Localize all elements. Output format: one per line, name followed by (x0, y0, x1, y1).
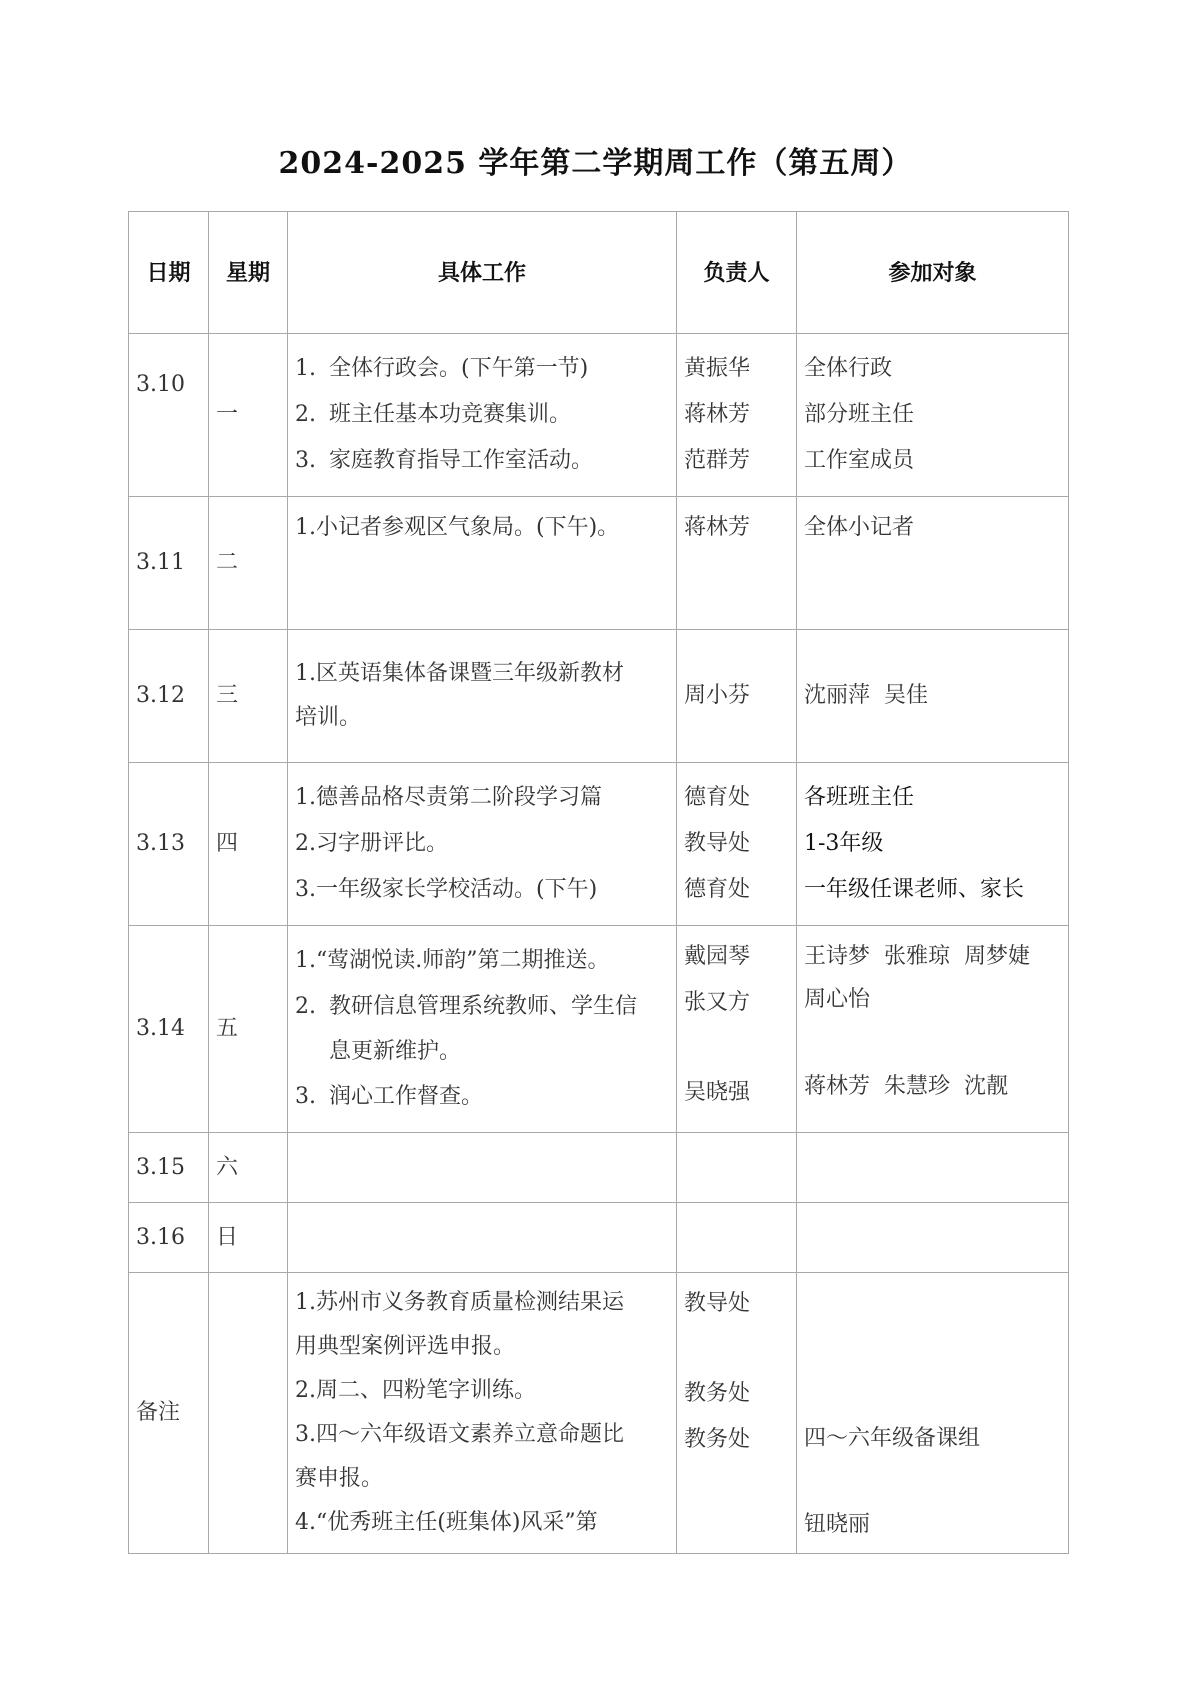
participants-cell (797, 334, 1069, 497)
owner-name: 周小芬 (684, 683, 751, 708)
table-row (129, 1203, 1069, 1273)
work-item: 家庭教育指导工作室活动。 (329, 448, 594, 473)
date-cell: 3.13 (129, 763, 209, 926)
owner-name: 蒋林芳 (684, 402, 751, 427)
weekday-cell: 五 (209, 926, 288, 1133)
owner-name: 德育处 (684, 877, 751, 902)
item-number: 2. (295, 402, 316, 427)
participants-cell (797, 926, 1069, 1133)
table-row (129, 763, 1069, 926)
notes-participants-cell (797, 1273, 1069, 1554)
date-cell: 3.12 (129, 630, 209, 763)
participant-group: 各班班主任 (804, 785, 915, 810)
participants-cell (797, 630, 1069, 763)
item-number: 2. (295, 994, 316, 1019)
table-row (129, 334, 1069, 497)
weekly-schedule-table (128, 211, 1069, 1554)
weekday-cell: 四 (209, 763, 288, 926)
item-number: 3. (295, 448, 316, 473)
participant-group: 部分班主任 (804, 402, 915, 427)
participant-group: 四～六年级备课组 (804, 1426, 981, 1451)
item-number: 1. (295, 356, 316, 381)
owner-name: 戴园琴 (684, 944, 751, 969)
work-cell (288, 630, 677, 763)
work-item: 3.四～六年级语文素养立意命题比 (295, 1422, 624, 1447)
date-cell: 3.14 (129, 926, 209, 1133)
owner-name: 德育处 (684, 785, 751, 810)
participant-group: 1-3年级 (804, 831, 884, 856)
work-item: 全体行政会。(下午第一节) (329, 356, 589, 381)
work-item-continued: 赛申报。 (295, 1466, 384, 1491)
owner-name: 蒋林芳 (684, 515, 751, 540)
work-item: 3.一年级家长学校活动。(下午) (295, 877, 598, 902)
spacer (804, 1462, 1061, 1502)
table-row (129, 1133, 1069, 1203)
owner-cell (677, 497, 797, 630)
weekday-cell: 三 (209, 630, 288, 763)
work-item: 1.小记者参观区气象局。(下午)。 (295, 515, 620, 540)
spacer (804, 1020, 1061, 1064)
header-owner: 负责人 (677, 212, 797, 334)
date-cell: 3.10 (129, 334, 209, 497)
work-item: 4.“优秀班主任(班集体)风采”第 (295, 1510, 598, 1535)
header-row (129, 212, 1069, 334)
notes-owner-cell (677, 1273, 797, 1554)
participant-group: 一年级任课老师、家长 (804, 877, 1025, 902)
owner-cell (677, 763, 797, 926)
table-row (129, 497, 1069, 630)
date-cell: 3.16 (129, 1203, 209, 1273)
owner-name: 范群芳 (684, 448, 751, 473)
work-item: 2.习字册评比。 (295, 831, 448, 856)
work-item: 教研信息管理系统教师、学生信 (329, 994, 638, 1019)
owner-name: 黄振华 (684, 356, 751, 381)
notes-weekday-cell (209, 1273, 288, 1554)
work-item: 1.“莺湖悦读.师韵”第二期推送。 (295, 948, 610, 973)
participant-group: 王诗梦 张雅琼 周梦婕 (804, 944, 1030, 969)
work-cell (288, 1133, 677, 1203)
spacer (684, 1026, 789, 1070)
notes-row (129, 1273, 1069, 1554)
header-weekday: 星期 (209, 212, 288, 334)
participants-cell (797, 763, 1069, 926)
work-item: 1.苏州市义务教育质量检测结果运 (295, 1290, 624, 1315)
work-item: 2.周二、四粉笔字训练。 (295, 1378, 536, 1403)
header-work: 具体工作 (288, 212, 677, 334)
participants-cell (797, 1133, 1069, 1203)
work-cell (288, 497, 677, 630)
page-title: 2024-2025 学年第二学期周工作（第五周） (278, 146, 913, 181)
owner-name: 教导处 (684, 831, 751, 856)
work-item: 1.区英语集体备课暨三年级新教材 (295, 661, 624, 686)
work-cell (288, 1203, 677, 1273)
header-participants: 参加对象 (797, 212, 1069, 334)
participant-group: 全体小记者 (804, 515, 915, 540)
work-item-continued: 培训。 (295, 705, 362, 730)
notes-label: 备注 (129, 1273, 209, 1554)
notes-work-cell (288, 1273, 677, 1554)
weekday-cell: 日 (209, 1203, 288, 1273)
participant-group: 钮晓丽 (804, 1512, 871, 1537)
owner-name: 教务处 (684, 1427, 751, 1452)
owner-name: 吴晓强 (684, 1080, 751, 1105)
work-cell (288, 763, 677, 926)
work-item-continued: 用典型案例评选申报。 (295, 1334, 516, 1359)
work-item: 1.德善品格尽责第二阶段学习篇 (295, 785, 602, 810)
participants-cell (797, 1203, 1069, 1273)
owner-cell (677, 1203, 797, 1273)
header-date: 日期 (129, 212, 209, 334)
weekday-cell: 六 (209, 1133, 288, 1203)
table-row (129, 926, 1069, 1133)
participant-group: 周心怡 (804, 987, 871, 1012)
owner-name: 张又方 (684, 990, 751, 1015)
owner-cell (677, 334, 797, 497)
participants-cell (797, 497, 1069, 630)
participant-group: 蒋林芳 朱慧珍 沈靓 (804, 1074, 1008, 1099)
date-cell: 3.11 (129, 497, 209, 630)
weekday-cell: 一 (209, 334, 288, 497)
item-number: 3. (295, 1084, 316, 1109)
participant-group: 全体行政 (804, 356, 893, 381)
owner-cell (677, 1133, 797, 1203)
work-cell (288, 334, 677, 497)
table-row (129, 630, 1069, 763)
owner-cell (677, 630, 797, 763)
work-item: 润心工作督查。 (329, 1084, 484, 1109)
work-cell (288, 926, 677, 1133)
owner-name: 教务处 (684, 1381, 751, 1406)
spacer (684, 1327, 789, 1371)
owner-cell (677, 926, 797, 1133)
participant-group: 沈丽萍 吴佳 (804, 683, 928, 708)
work-item: 班主任基本功竞赛集训。 (329, 402, 572, 427)
date-cell: 3.15 (129, 1133, 209, 1203)
owner-name: 教导处 (684, 1291, 751, 1316)
weekday-cell: 二 (209, 497, 288, 630)
work-item-continued: 息更新维护。 (329, 1039, 462, 1064)
participant-group: 工作室成员 (804, 448, 915, 473)
